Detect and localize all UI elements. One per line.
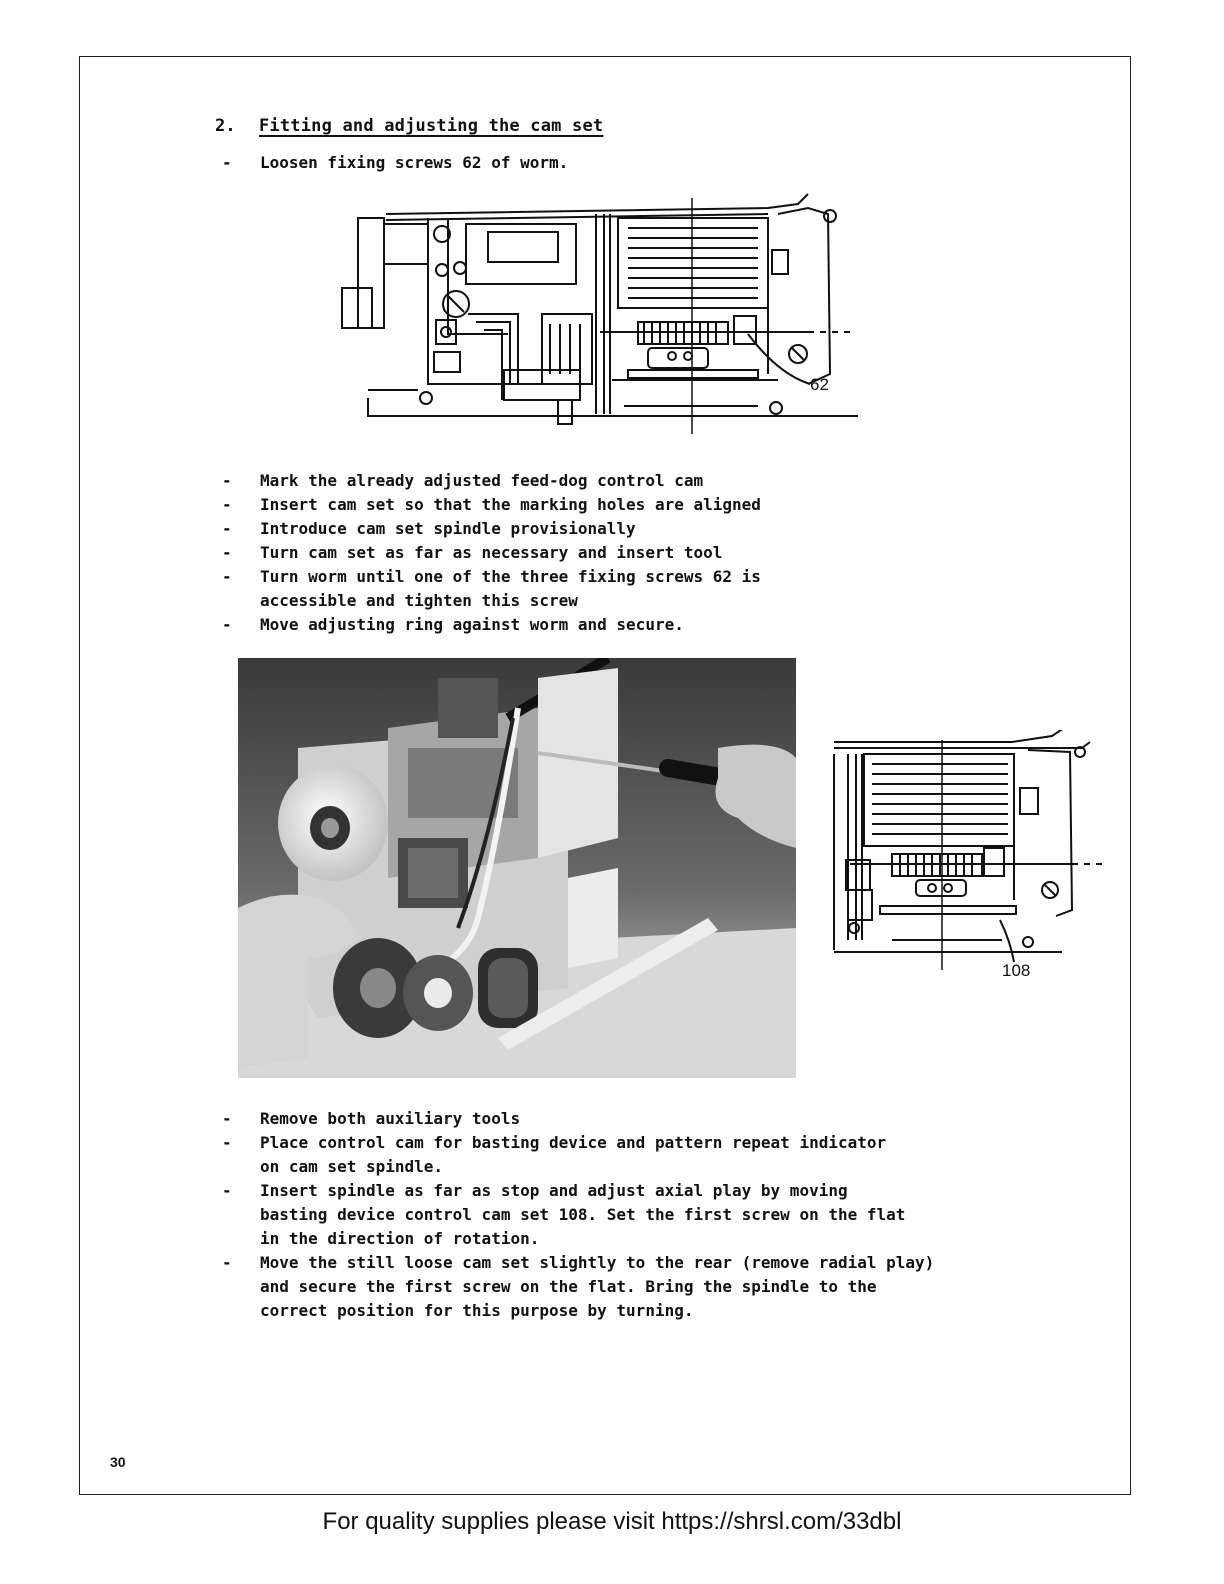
- list-item: - Insert spindle as far as stop and adjust axial play by moving basting device control cam set 108. Set the first screw on the flat in the direction of rotation.: [222, 1181, 906, 1248]
- cam-set-diagram: [338, 184, 858, 444]
- list-item: - Turn cam set as far as necessary and insert tool: [222, 543, 723, 562]
- list-item: - Remove both auxiliary tools: [222, 1109, 521, 1128]
- footer-text: For quality supplies please visit https://shrsl.com/33dbl: [322, 1508, 902, 1535]
- list-item: - Mark the already adjusted feed-dog control cam: [222, 471, 704, 490]
- list-item: - Loosen fixing screws 62 of worm.: [222, 153, 569, 172]
- list-item: - Place control cam for basting device and pattern repeat indicator on cam set spindle.: [222, 1133, 887, 1176]
- section-heading: [215, 116, 603, 136]
- section-number: 2.: [215, 116, 236, 136]
- list-item: - Move adjusting ring against worm and secure.: [222, 615, 684, 634]
- main-steps: [222, 469, 860, 637]
- intro-steps: [222, 151, 568, 175]
- machine-photo: [238, 658, 796, 1078]
- page-number: 30: [110, 1454, 126, 1470]
- cam-set-detail-diagram: [832, 730, 1104, 980]
- final-steps: [222, 1107, 940, 1323]
- diagram-callout-62: 62: [810, 375, 829, 394]
- section-title: Fitting and adjusting the cam set: [259, 116, 604, 136]
- diagram-callout-108: 108: [1002, 961, 1031, 980]
- list-item: - Turn worm until one of the three fixing screws 62 is accessible and tighten this screw: [222, 567, 761, 610]
- list-item: - Introduce cam set spindle provisionally: [222, 519, 636, 538]
- list-item: - Move the still loose cam set slightly to the rear (remove radial play) and secure the first screw on the flat. Bring the spindle to the correct position for this purpose by turning.: [222, 1253, 935, 1320]
- list-item: - Insert cam set so that the marking holes are aligned: [222, 495, 761, 514]
